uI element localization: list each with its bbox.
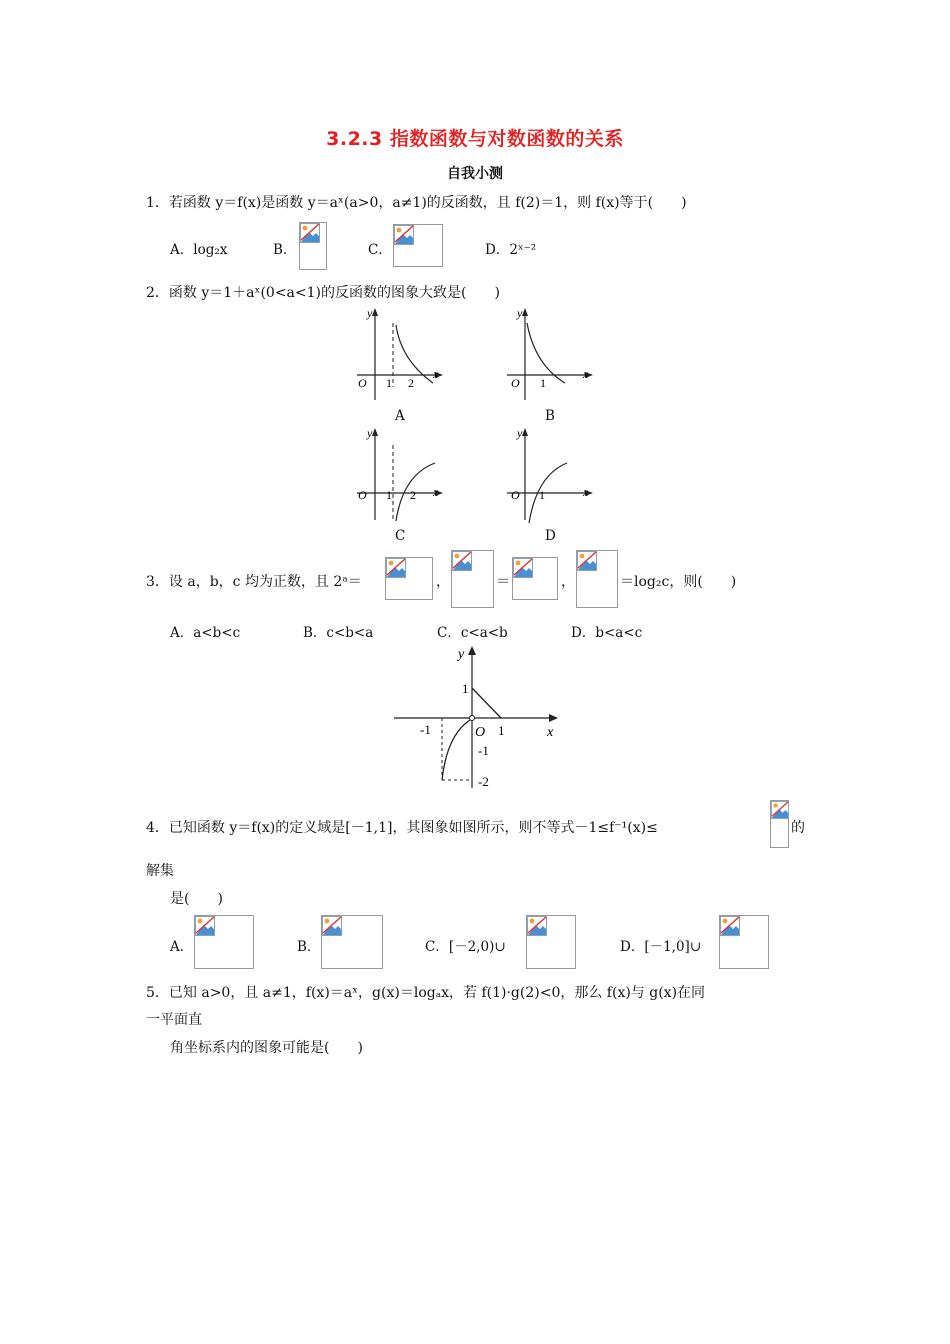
broken-image-icon [386,558,406,578]
q3-image-1 [385,557,433,600]
question-4-stem-line3: 是( ) [170,891,223,907]
q3-image-2 [451,550,494,608]
q1-option-c: C． [368,242,392,258]
q4-option-c-image [526,915,576,969]
page-title: 3.2.3 指数函数与对数函数的关系 [326,128,624,150]
q4-option-a: A． [170,939,194,955]
question-2-stem: 2．函数 y＝1＋aˣ(0<a<1)的反函数的图象大致是( ) [146,285,500,301]
q3-option-d: D．b<a<c [571,625,643,641]
q1-option-b-image [299,222,327,270]
page-subtitle: 自我小测 [447,166,503,182]
svg-text:O: O [358,488,367,502]
q4-option-c: C．[－2,0)∪ [425,939,506,955]
q3-image-4 [576,550,618,608]
q3-separator-3: ， [561,574,575,590]
svg-text:O: O [511,488,520,502]
svg-text:x: x [583,367,589,381]
question-4-stem-line2: 解集 [146,863,174,879]
question-3-stem-start: 3．设 a，b，c 均为正数，且 2ᵃ＝ [146,574,362,590]
svg-text:1: 1 [540,376,546,390]
q4-option-b: B． [297,939,321,955]
svg-text:2: 2 [408,376,414,390]
svg-text:1: 1 [498,723,505,738]
question-1-stem: 1．若函数 y＝f(x)是函数 y＝aˣ(a>0，a≠1)的反函数，且 f(2)＝1，则 f(x)等于( ) [146,195,687,211]
svg-text:-1: -1 [420,722,431,737]
q3-separator-2: ＝ [496,574,510,590]
svg-text:y: y [458,647,465,662]
broken-image-icon [322,916,342,936]
graph-c [355,425,445,525]
svg-text:O: O [475,725,486,740]
q4-option-b-image [321,915,383,969]
q3-separator-1: ， [436,574,450,590]
graph-c-label: C [395,528,406,544]
q3-option-b: B．c<b<a [303,625,374,641]
graph-b [505,305,595,405]
svg-text:O: O [511,376,520,390]
graph-d [505,425,595,525]
svg-text:2: 2 [410,488,416,502]
q1-option-c-image [393,224,443,267]
svg-text:1: 1 [539,488,545,502]
q4-option-a-image [194,915,254,969]
broken-image-icon [452,551,472,571]
q4-function-graph [392,640,562,790]
q3-option-a: A．a<b<c [170,625,241,641]
broken-image-icon [300,223,320,243]
q1-option-d: D．2ˣ⁻² [485,242,537,258]
broken-image-icon [394,225,414,245]
broken-image-icon [771,801,789,819]
graph-d-label: D [545,528,556,544]
svg-text:y: y [367,306,373,320]
svg-text:1: 1 [386,488,392,502]
graph-a-label: A [395,408,405,424]
svg-text:y: y [367,426,373,440]
svg-text:-1: -1 [478,743,489,758]
svg-text:x: x [583,485,589,499]
svg-text:-2: -2 [478,774,489,789]
q3-image-3 [512,557,558,600]
svg-text:y: y [517,306,523,320]
question-5-line-1: 5．已知 a>0，且 a≠1，f(x)＝aˣ，g(x)＝logₐx，若 f(1)·g(2)<0，那么 f(x)与 g(x)在同 [146,985,706,1001]
broken-image-icon [577,551,597,571]
svg-text:x: x [433,367,439,381]
svg-text:x: x [433,485,439,499]
q1-option-b: B． [273,242,297,258]
svg-text:O: O [358,376,367,390]
question-5-line-3: 角坐标系内的图象可能是( ) [170,1040,363,1056]
broken-image-icon [513,558,533,578]
svg-text:y: y [517,426,523,440]
q4-option-d: D．[－1,0]∪ [620,939,702,955]
svg-text:1: 1 [462,681,469,696]
graph-a [355,305,445,405]
svg-text:x: x [547,725,554,740]
q3-option-c: C．c<a<b [437,625,508,641]
q4-option-d-image [719,915,769,969]
question-3-stem-end: ＝log₂c，则( ) [620,574,737,590]
broken-image-icon [720,916,740,936]
graph-b-label: B [545,408,555,424]
question-4-stem-end: 的 [791,820,805,836]
question-4-stem-start: 4．已知函数 y＝f(x)的定义域是[－1,1]，其图象如图所示，则不等式－1≤f⁻¹(x)≤ [146,820,658,836]
question-5-line-2: 一平面直 [146,1012,202,1028]
broken-image-icon [195,916,215,936]
q4-stem-image [770,800,789,848]
svg-text:1: 1 [386,376,392,390]
q1-option-a: A．log₂x [170,242,228,258]
broken-image-icon [527,916,547,936]
